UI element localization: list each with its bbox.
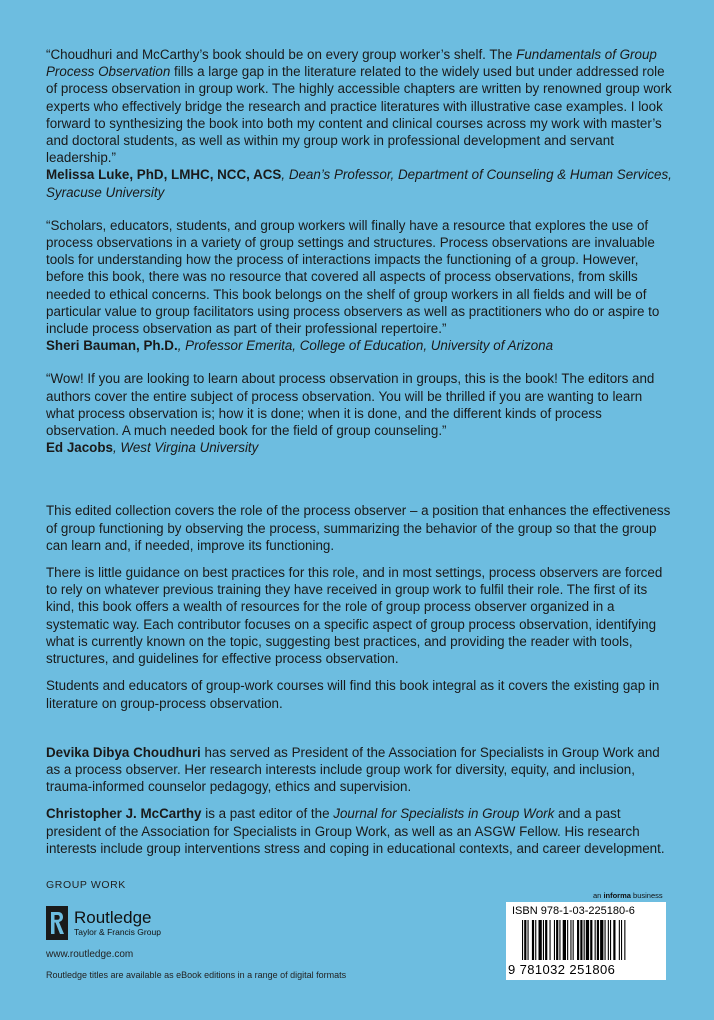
book-description	[46, 502, 672, 711]
barcode-bar	[528, 920, 529, 960]
barcode-bar	[600, 920, 603, 960]
barcode-bar	[570, 920, 571, 960]
barcode-bar	[580, 920, 582, 960]
barcode-bar	[619, 920, 620, 960]
endorsement-quote: “Scholars, educators, students, and group workers will finally have a resource that explores the use of process observations in a variety of group settings and structures. Process observations are invaluable tools for understanding how the process of interactions impacts the functioning of a group. However, before this book, there was no resource that covered all aspects of process observations, from skills needed to ethical concerns. This book belongs on the shelf of group workers in all fields and will be of particular value to group facilitators using process observers as well as practitioners who do or aspire to include process observation as part of their professional repertoire.”	[46, 217, 660, 337]
barcode-bar	[621, 920, 622, 960]
publisher-logo	[46, 906, 161, 940]
barcode-bar	[556, 920, 558, 960]
barcode-bar	[550, 920, 551, 960]
endorsement-jacobs	[46, 370, 672, 456]
barcode-bar	[590, 920, 592, 960]
barcode-bar	[522, 920, 523, 960]
barcode-bar	[567, 920, 568, 960]
description-paragraph: This edited collection covers the role of the process observer – a position that enhances the effectiveness of group functioning by observing the process, summarizing the behavior of the group so that the group can learn and, if needed, improve its functioning.	[46, 503, 671, 553]
barcode-bar	[539, 920, 542, 960]
endorsement-attribution: Sheri Bauman, Ph.D., Professor Emerita, College of Education, University of Arizona	[46, 338, 554, 354]
editor-bios	[46, 744, 672, 857]
barcode-bar	[563, 920, 566, 960]
barcode-bar	[610, 920, 611, 960]
barcode-bar	[595, 920, 596, 960]
description-paragraph: There is little guidance on best practices for this role, and in most settings, process observers are forced to rely on whatever previous training they have received in group work to fulfil their role. The first of its kind, this book offers a wealth of resources for the role of group process observer organized in a systematic way. Each contributor focuses on a specific aspect of group process observation, identifying what is currently known on the topic, suggesting best practices, and providing the reader with tools, structures, and guidelines for effective process observation.	[46, 565, 663, 667]
endorsement-attribution: Melissa Luke, PhD, LMHC, NCC, ACS, Dean’s Professor, Department of Counseling & Human Services, Syracuse University	[46, 167, 672, 200]
barcode-bars	[522, 920, 660, 966]
barcode-bar	[524, 920, 526, 960]
routledge-logo-icon	[46, 906, 68, 940]
barcode-bar	[577, 920, 579, 960]
barcode-bar	[605, 920, 606, 960]
endorsement-quote: “Choudhuri and McCarthy’s book should be on every group worker’s shelf. The Fundamentals of Group Process Observation fills a large gap in the literature related to the widely used but under addressed role of process observation in group work. The highly accessible chapters are written by renowned group work experts who effectively bridge the research and practice literatures with illustrative case examples. I look forward to synthesizing the book into both my content and clinical courses across my work with master’s and doctoral students, as well as within my group work in professional development and servant leadership.”	[46, 47, 672, 166]
bio-choudhuri: Devika Dibya Choudhuri has served as President of the Association for Specialists in Group Work and as a process observer. Her research interests include group work for diversity, equity, and inclusion, trauma-informed counselor pedagogy, ethics and supervision.	[46, 744, 660, 795]
barcode-digits: 9 781032 251806	[508, 962, 616, 977]
endorsement-quote: “Wow! If you are looking to learn about process observation in groups, this is the book! The editors and authors cover the entire subject of process observation. You will be thrilled if you are wanting to learn what process observation is; how it is done; when it is done, and the different kinds of process observation. A much needed book for the field of group counseling.”	[46, 371, 655, 439]
barcode-bar	[597, 920, 599, 960]
barcode-bar	[545, 920, 547, 960]
isbn-number: ISBN 978-1-03-225180-6	[512, 905, 635, 917]
ebook-note: Routledge titles are available as eBook editions in a range of digital formats	[46, 970, 347, 980]
endorsement-attribution: Ed Jacobs, West Virgina University	[46, 440, 259, 456]
back-cover-content	[46, 46, 672, 867]
barcode-bar	[543, 920, 544, 960]
subject-category: GROUP WORK	[46, 879, 126, 891]
barcode-bar	[608, 920, 609, 960]
publisher-name: Routledge	[74, 907, 152, 927]
barcode-bar	[584, 920, 585, 960]
endorsement-luke	[46, 46, 672, 201]
publisher-url: www.routledge.com	[46, 949, 134, 960]
barcode-bar	[624, 920, 625, 960]
barcode-bar	[586, 920, 589, 960]
publisher-group: Taylor & Francis Group	[74, 926, 161, 937]
endorsement-bauman	[46, 217, 672, 355]
barcode-bar	[559, 920, 560, 960]
barcode-bar	[532, 920, 534, 960]
barcode-bar	[535, 920, 536, 960]
barcode-bar	[554, 920, 555, 960]
description-paragraph: Students and educators of group-work courses will find this book integral as it covers the existing gap in literature on group-process observation.	[46, 678, 660, 711]
isbn-barcode	[506, 902, 666, 980]
bio-mccarthy: Christopher J. McCarthy is a past editor of the Journal for Specialists in Group Work and a past president of the Association for Specialists in Group Work, as well as an ASGW Fellow. His research interests include group interventions stress and coping in educational contexts, and career development.	[46, 806, 665, 856]
informa-business-label: an informa business	[593, 891, 663, 900]
barcode-bar	[573, 920, 574, 960]
barcode-bar	[613, 920, 615, 960]
